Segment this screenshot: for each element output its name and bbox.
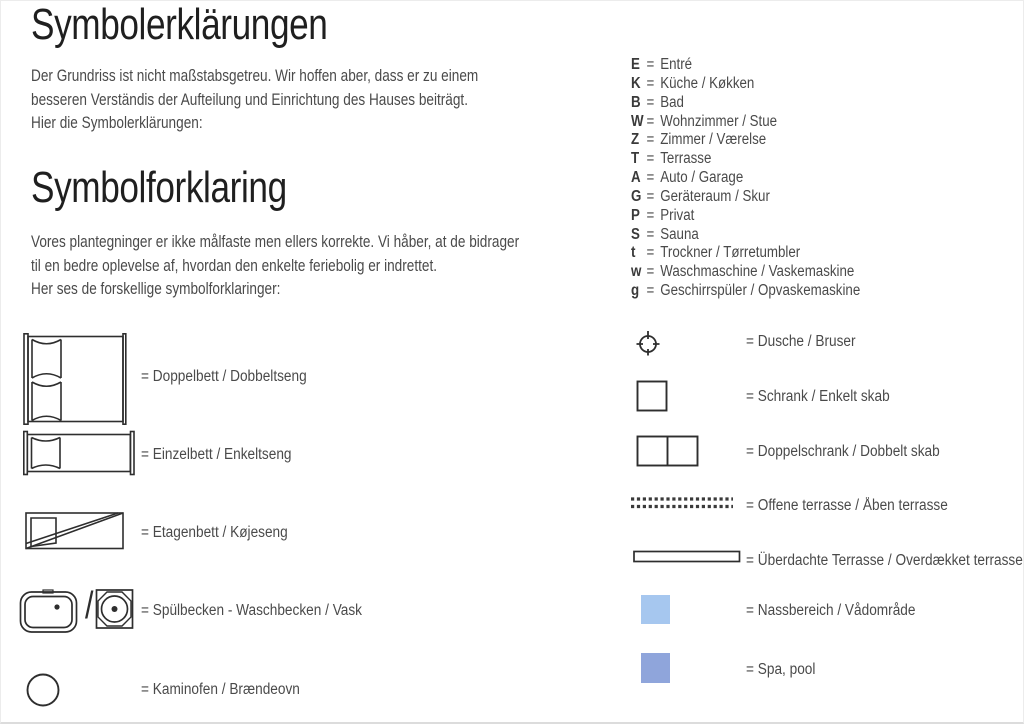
double-cabinet-icon bbox=[636, 435, 699, 467]
equals-sign: = bbox=[646, 131, 655, 149]
intro-danish-line: Her ses de forskellige symbolforklaringer: bbox=[31, 279, 281, 298]
bunk-bed-label: = Etagenbett / Køjeseng bbox=[141, 524, 288, 541]
equals-sign: = bbox=[646, 93, 655, 111]
abbreviation-label: Bad bbox=[660, 93, 684, 111]
abbreviation-row bbox=[631, 131, 860, 150]
abbreviation-letter: S bbox=[631, 225, 640, 243]
single-cabinet-icon bbox=[636, 380, 668, 412]
abbreviation-row bbox=[631, 282, 860, 301]
abbreviation-label: Sauna bbox=[660, 225, 699, 243]
abbreviation-label: Waschmaschine / Vaskemaskine bbox=[660, 263, 855, 281]
page-title-danish: Symbolforklaring bbox=[31, 163, 287, 212]
abbreviation-row bbox=[631, 113, 860, 132]
equals-sign: = bbox=[646, 225, 655, 243]
intro-danish-line: til en bedre oplevelse af, hvordan den enkelte feriebolig er indrettet. bbox=[31, 255, 437, 275]
abbreviation-label: Auto / Garage bbox=[660, 169, 744, 187]
equals-sign: = bbox=[646, 150, 655, 168]
equals-sign: = bbox=[646, 74, 655, 92]
abbreviation-label: Geschirrspüler / Opvaskemaskine bbox=[660, 282, 861, 300]
page-title-german: Symbolerklärungen bbox=[31, 0, 328, 49]
single-cabinet-label: = Schrank / Enkelt skab bbox=[746, 388, 890, 405]
equals-sign: = bbox=[646, 112, 655, 130]
abbreviation-row bbox=[631, 169, 860, 188]
abbreviation-letter: E bbox=[631, 56, 640, 73]
washbasin-icon bbox=[95, 587, 135, 631]
wet-area-label: = Nassbereich / Vådområde bbox=[746, 602, 916, 619]
abbreviation-label: Entré bbox=[660, 56, 693, 73]
equals-sign: = bbox=[646, 263, 655, 281]
abbreviation-letter: K bbox=[631, 74, 641, 92]
intro-german-line: besseren Verständis der Aufteilung und Einrichtung des Hauses beiträgt. bbox=[31, 89, 468, 109]
shower-icon bbox=[635, 329, 661, 357]
sink-label: = Spülbecken - Waschbecken / Vask bbox=[141, 602, 363, 619]
wet-area-swatch bbox=[641, 595, 670, 624]
abbreviation-label: Terrasse bbox=[660, 150, 712, 168]
slash-separator: / bbox=[85, 585, 94, 627]
abbreviation-letter: Z bbox=[631, 131, 640, 149]
abbreviation-label: Wohnzimmer / Stue bbox=[660, 112, 778, 130]
abbreviation-letter: A bbox=[631, 169, 641, 187]
abbreviation-row bbox=[631, 226, 860, 245]
abbreviation-letter: T bbox=[631, 150, 640, 168]
equals-sign: = bbox=[646, 169, 655, 187]
abbreviation-row bbox=[631, 75, 860, 94]
abbreviation-list bbox=[631, 56, 860, 301]
equals-sign: = bbox=[646, 206, 655, 224]
covered-terrace-label: = Überdachte Terrasse / Overdækket terrasse bbox=[746, 552, 1023, 569]
abbreviation-letter: g bbox=[631, 282, 640, 300]
single-bed-label: = Einzelbett / Enkeltseng bbox=[141, 446, 292, 463]
abbreviation-row bbox=[631, 207, 860, 226]
double-cabinet-label: = Doppelschrank / Dobbelt skab bbox=[746, 443, 940, 460]
shower-label: = Dusche / Bruser bbox=[746, 333, 856, 350]
equals-sign: = bbox=[646, 282, 655, 300]
covered-terrace-icon bbox=[633, 550, 741, 563]
abbreviation-label: Zimmer / Værelse bbox=[660, 131, 767, 149]
equals-sign: = bbox=[646, 187, 655, 205]
intro-danish-line: Vores plantegninger er ikke målfaste men ellers korrekte. Vi håber, at de bidrager bbox=[31, 232, 520, 251]
abbreviation-letter: B bbox=[631, 93, 641, 111]
sink-icon bbox=[19, 587, 79, 635]
abbreviation-letter: w bbox=[631, 263, 642, 281]
abbreviation-row bbox=[631, 244, 860, 263]
abbreviation-row bbox=[631, 150, 860, 169]
abbreviation-row bbox=[631, 56, 860, 75]
wood-stove-label: = Kaminofen / Brændeovn bbox=[141, 681, 300, 698]
abbreviation-label: Trockner / Tørretumbler bbox=[660, 244, 801, 262]
intro-paragraph-danish bbox=[31, 230, 519, 301]
intro-german-line: Der Grundriss ist nicht maßstabsgetreu. Wir hoffen aber, dass er zu einem bbox=[31, 66, 479, 85]
single-bed-icon bbox=[23, 430, 135, 476]
abbreviation-row bbox=[631, 94, 860, 113]
intro-german-line: Hier die Symbolerklärungen: bbox=[31, 113, 203, 132]
spa-pool-swatch bbox=[641, 653, 670, 683]
abbreviation-row bbox=[631, 263, 860, 282]
abbreviation-letter: P bbox=[631, 206, 640, 224]
abbreviation-letter: G bbox=[631, 187, 642, 205]
double-bed-icon bbox=[23, 333, 129, 425]
equals-sign: = bbox=[646, 244, 655, 262]
double-bed-label: = Doppelbett / Dobbeltseng bbox=[141, 368, 307, 385]
abbreviation-letter: t bbox=[631, 244, 636, 262]
open-terrace-label: = Offene terrasse / Åben terrasse bbox=[746, 497, 948, 514]
abbreviation-label: Privat bbox=[660, 206, 695, 224]
abbreviation-row bbox=[631, 188, 860, 207]
intro-paragraph-german bbox=[31, 64, 478, 135]
bunk-bed-icon bbox=[25, 510, 125, 550]
abbreviation-label: Küche / Køkken bbox=[660, 74, 755, 92]
open-terrace-icon bbox=[630, 495, 734, 511]
abbreviation-letter: W bbox=[631, 112, 644, 130]
equals-sign: = bbox=[646, 56, 655, 73]
spa-pool-label: = Spa, pool bbox=[746, 661, 816, 678]
abbreviation-label: Geräteraum / Skur bbox=[660, 187, 770, 205]
wood-stove-icon bbox=[25, 672, 61, 708]
